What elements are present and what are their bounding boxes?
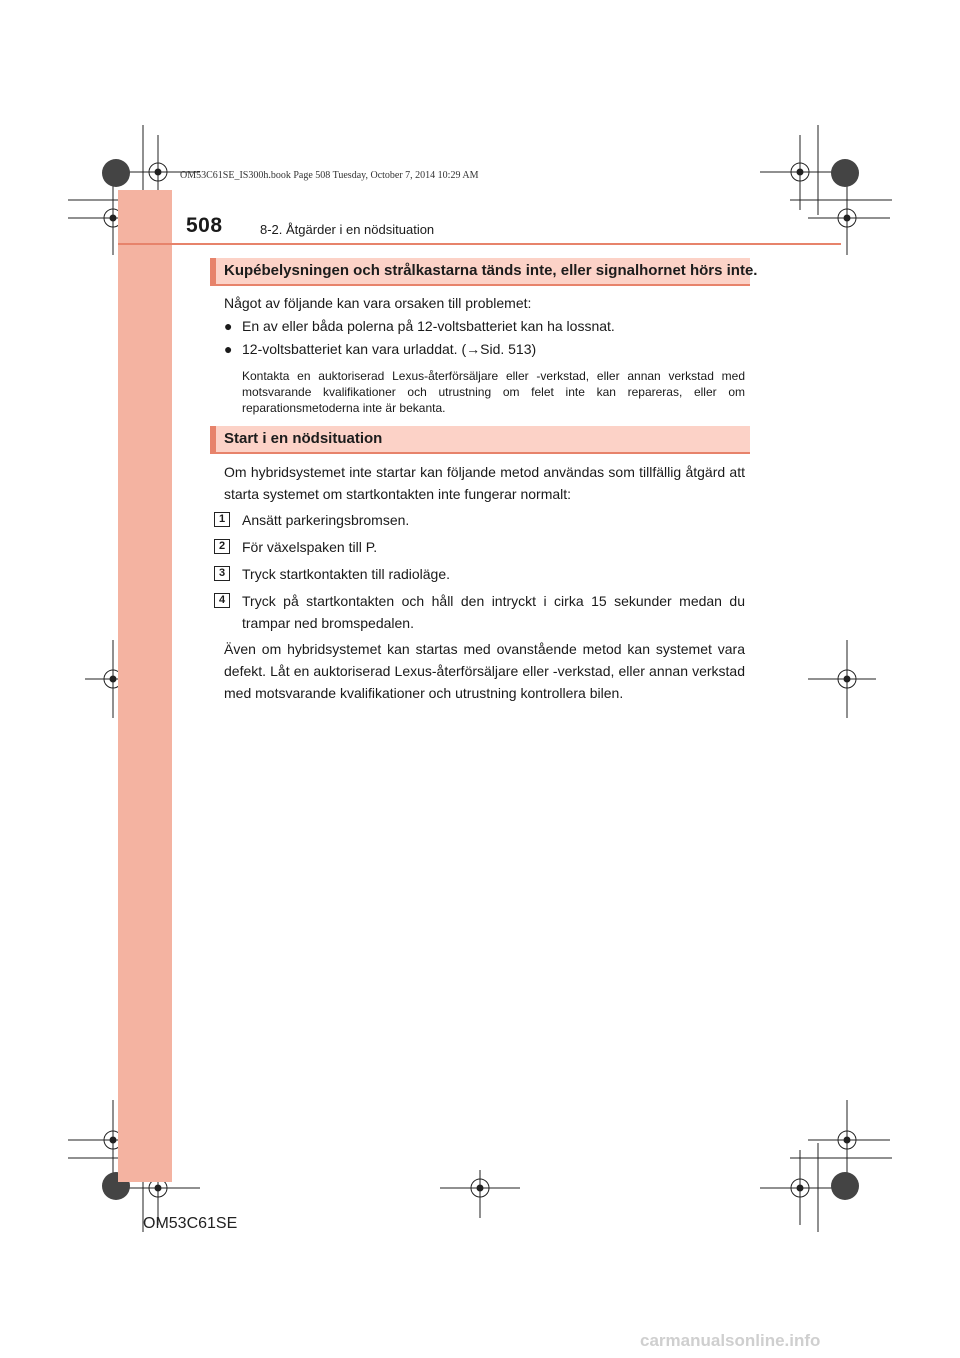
- crosshair-icon: [760, 1143, 840, 1232]
- section-heading-lights: [210, 258, 758, 286]
- step-text: Ansätt parkeringsbromsen.: [242, 512, 410, 528]
- chapter-title: 8-2. Åtgärder i en nödsituation: [260, 222, 435, 237]
- section1-intro: Något av följande kan vara orsaken till problemet:: [224, 295, 532, 311]
- step-number: 1: [214, 512, 230, 527]
- watermark: carmanualsonline.info: [640, 1331, 821, 1350]
- section2-intro: Om hybridsystemet inte startar kan följande metod användas som tillfällig åtgärd att starta systemet om startkontakten inte fungerar normalt:: [224, 464, 745, 502]
- section1-note: Kontakta en auktoriserad Lexus-återförsäljare eller -verkstad, eller annan verkstad med motsvarande kvalifikationer och utrustning om felet inte kan repareras, eller om reparationsmetoderna inte är bekanta.: [242, 369, 745, 415]
- section-heading-emergency-start: [210, 426, 750, 454]
- section-heading-text: Kupébelysningen och strålkastarna tänds inte, eller signalhornet hörs inte.: [224, 262, 758, 279]
- crosshair-icon: [790, 1100, 892, 1178]
- step-number: 2: [214, 539, 230, 554]
- crosshair-icon: [440, 1170, 520, 1218]
- step-number: 3: [214, 566, 230, 581]
- step-text: Tryck på startkontakten och håll den intryckt i cirka 15 sekunder medan du trampar ned bromspedalen.: [242, 593, 745, 631]
- footer-code: OM53C61SE: [143, 1215, 238, 1232]
- crosshair-icon: [760, 125, 840, 215]
- step-text: För växelspaken till P.: [242, 539, 378, 555]
- bullet-text: En av eller båda polerna på 12-voltsbatteriet kan ha lossnat.: [242, 318, 615, 334]
- section2-outro: Även om hybridsystemet kan startas med ovanstående metod kan systemet vara defekt. Låt en auktoriserad Lexus-återförsäljare eller -verkstad, eller annan verkstad med motsvarande kvalifikationer och utrustning kontrollera bilen.: [224, 641, 745, 701]
- page-number: 508: [186, 214, 223, 237]
- step-text: Tryck startkontakten till radioläge.: [242, 566, 451, 582]
- starburst-icon: [831, 1172, 859, 1200]
- step-number: 4: [214, 593, 230, 608]
- starburst-icon: [102, 159, 130, 187]
- book-info: OM53C61SE_IS300h.book Page 508 Tuesday, October 7, 2014 10:29 AM: [180, 170, 479, 181]
- side-color-bar: [118, 190, 172, 1182]
- bullet-icon: ●: [224, 318, 233, 334]
- header-rule: [118, 243, 841, 245]
- bullet-text: 12-voltsbatteriet kan vara urladdat. (→Sid. 513): [242, 341, 537, 357]
- bullet-icon: ●: [224, 341, 233, 357]
- starburst-icon: [831, 159, 859, 187]
- section-heading-text: Start i en nödsituation: [224, 430, 383, 447]
- crosshair-icon: [808, 640, 876, 718]
